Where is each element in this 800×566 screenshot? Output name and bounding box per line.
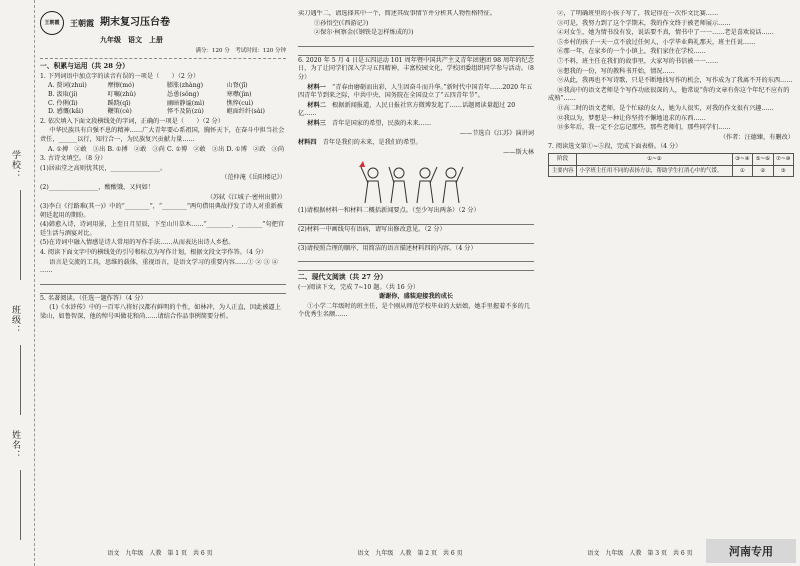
question-1-options <box>48 82 286 116</box>
article-paragraph: ⑧想我的一份，写的教科书开始，情况…… <box>557 67 675 75</box>
material-2 <box>298 102 534 119</box>
material-4 <box>298 139 534 148</box>
answer-line[interactable] <box>298 39 534 47</box>
table-cell-blank[interactable]: ① <box>732 165 752 177</box>
article-paragraph: ⑦不料，班主任在我们的故事里，大家写的书信被一一…… <box>557 57 719 65</box>
table-cell-blank[interactable]: ③ <box>773 165 793 177</box>
material-3-text: 青年是国家的希望，民族的未来…… <box>332 119 432 127</box>
page-column-3 <box>548 10 794 542</box>
q1-option: 山脊(jǐ) <box>226 82 248 90</box>
answer-line[interactable] <box>298 254 534 262</box>
brand-name: 王朝霞 <box>70 17 94 28</box>
material-4-illustration <box>298 159 534 205</box>
question-3: 3. 古诗文填空。（8 分） <box>40 155 107 163</box>
youth-group-icon <box>351 159 481 205</box>
article-paragraph: ⑨从此，我再也不写诗歌，只是不断地找写作的机会，写作成为了我离不开的东西…… <box>557 77 793 85</box>
question-6-1: (1)请根据材料一和材料二概括新闻要点。（至少写出两条）（2 分） <box>298 207 480 215</box>
school-line <box>20 190 21 280</box>
table-cell: 小学班主任用不同的表扬方法，帮助学生打消心中的气馁。 <box>577 165 732 177</box>
page-column-2 <box>298 10 534 542</box>
question-4: 4. 阅读下面文字中的横线处的引号和标点为写作计划，根据文段文字作答。（4 分） <box>40 249 268 257</box>
q2-option: A. ①搏 ②敢 ③出 <box>48 145 106 153</box>
article-paragraph: ⑥那一年，在家乡的一个小镇上，我们家住在学校…… <box>557 48 706 56</box>
article-paragraph: ③可是，我努力到了这个学期末，我的作文终于被老师展示…… <box>557 19 731 27</box>
q1-option: 叮嘱(zhǔ) <box>107 90 136 98</box>
table-header: ⑦~⑩ <box>773 153 793 165</box>
question-7: 7. 阅读选文第①~⑤段，完成下面表格。（4 分） <box>548 143 682 151</box>
q1-option: D. 感慨(kǎi) <box>48 108 84 116</box>
table-header: 阶段 <box>549 153 577 165</box>
q1-option: 岖面纤纤(sài) <box>226 108 265 116</box>
q1-option: 鞭策(cè) <box>107 108 132 116</box>
question-6-2: (2)材料一中画线句有语病，请写出修改意见。（2 分） <box>298 225 446 233</box>
question-3-item: (1)居庙堂之高则忧其民，________________。 <box>40 164 167 172</box>
page-footer: 语文 九年级 人教 第 3 页 共 6 页 <box>587 550 693 557</box>
name-label: 姓名： <box>10 430 20 460</box>
page-column-1 <box>40 10 286 542</box>
question-5-continued: 卖刀遇牛二，请选择其中一个，简述其故事情节并分析其人物性格特征。 <box>298 10 496 17</box>
name-line <box>20 470 21 540</box>
material-1 <box>298 84 534 101</box>
article-paragraph: ④对女生，她为情书没有发，说话要不真，情书中了一一……老是喜欢说话…… <box>557 29 774 37</box>
question-3-item: (2)________________，酸酸饿，又何如！ <box>40 183 154 191</box>
section-2-heading: 二、现代文阅读（共 27 分） <box>298 273 387 282</box>
question-2: 2. 依次填入下面文段横线处的字词，正确的一项是（ ）（2 分） <box>40 117 224 125</box>
question-2-passage: 中华民族具有自强不息的精神……广大青年要心系祖国，胸怀天下，在奋斗中担当社会责任，______以行，知行合一，为民族复兴贡献力量…… <box>40 127 285 143</box>
q1-option: 摩擦(mó) <box>107 82 135 90</box>
article-paragraph: ①小学二年级时的班主任，是个刚从师范学校毕业的大姑娘，她手里握着不多的几个优秀生名额…… <box>298 302 531 319</box>
question-6: 6. 2020 年 5 月 4 日是五四运动 101 周年暨中国共产主义青年团建团 98 周年的纪念日，为了让同学们深入学习五四精神，丰富校园文化，学校团委组织同学参与活动。（8 分） <box>298 56 534 81</box>
article-paragraph: ②，了明确班里的小孩子写了，我记得在一次作文比赛…… <box>557 10 719 17</box>
material-3-label: 材料三 <box>307 119 326 127</box>
article-paragraph: ⑬多年后，我一定不会忘记那些，那些老师们，那些同学们…… <box>557 124 731 132</box>
question-5: 5. 名著阅读。（任选一题作答）（4 分） <box>40 294 147 302</box>
q1-option: 憔悴(cuì) <box>226 99 254 107</box>
q1-option: A. 赘词(zhuì) <box>48 82 87 90</box>
article-paragraph: ⑪高二时的语文老师，是个忙碌的女人，她为人很实，对我的作文很有兴趣…… <box>557 104 774 112</box>
material-3 <box>298 120 534 129</box>
question-1: 1. 下列词语中加点字的读音有误的一项是（ ）（2 分） <box>40 72 200 80</box>
class-label: 班级： <box>10 305 20 335</box>
class-line <box>20 345 21 415</box>
table-header: ③~④ <box>732 153 752 165</box>
q1-option: 寒噤(jìn) <box>226 90 252 98</box>
material-2-text: 根据新闻报道，人民日报社官方微博发起了……话题阅读量超过 20 亿…… <box>298 101 516 118</box>
exam-title: 期末复习压台卷 <box>100 16 170 28</box>
binding-margin <box>0 0 35 566</box>
q1-option: 幽暗静谧(mì) <box>167 99 205 107</box>
article-source: （作者：汪德臻，有删改） <box>719 133 794 141</box>
q2-option: D. ①博 ②政 ③尚 <box>226 145 285 153</box>
question-5-option: ②保尔·柯察金(《钢铁是怎样炼成的》) <box>314 29 414 37</box>
question-7-table <box>548 153 794 177</box>
answer-line[interactable] <box>298 217 534 225</box>
table-row <box>549 165 794 177</box>
brand-logo <box>40 11 64 35</box>
question-3-item: (3)李白《行路难(其一)》中的“________”，“________”两句借用典故抒发了诗人对重新被朝廷起用的期盼。 <box>40 203 283 219</box>
question-5-passage: (1)《水浒传》中的一百零八将好汉都有鲜明的个性，如林冲，为人正直，因此被逼上梁山，如鲁智深，他的绰号叫做花和尚……请结合作品事例简要分析。 <box>40 304 281 321</box>
question-3-item: (4)韩愈入诗，诗词用景，上至日月星辰，下至山川草木……“________，________”句把宫廷生活与酒宴对比。 <box>40 221 285 237</box>
q2-option: C. ①博 ②敢 ③出 <box>167 145 225 153</box>
material-1-label: 材料一 <box>307 83 326 91</box>
reading-1-instruction: (一)阅读下文，完成 7~10 题。（共 16 分） <box>298 283 420 291</box>
exam-header <box>40 10 286 36</box>
table-cell-blank[interactable]: ② <box>753 165 773 177</box>
material-4-source: ——斯大林 <box>503 148 534 156</box>
q1-option: 蹊跷(qī) <box>107 99 131 107</box>
table-header: ⑤~⑥ <box>753 153 773 165</box>
brand-logo-text: 王朝霞 <box>44 19 60 26</box>
table-row-label: 主要内容 <box>549 165 577 177</box>
material-2-label: 材料二 <box>307 101 326 109</box>
q1-option: C. 伶俐(lì) <box>48 99 78 107</box>
article-title: 谢谢你，盛装迎接我的成长 <box>378 293 454 301</box>
answer-line[interactable] <box>298 236 534 244</box>
answer-line[interactable] <box>40 286 286 294</box>
answer-line[interactable] <box>40 277 286 285</box>
material-4-label: 材料四 <box>298 139 317 147</box>
question-6-3: (3)请按照合理的顺序，用简洁的语言描述材料四的内容。（4 分） <box>298 244 477 252</box>
q1-option: 悴不及防(zú) <box>167 108 204 116</box>
article-paragraph: ⑤乡村的孩子一天一点不放过任何人，小学毕业典礼那天，班主任说…… <box>557 38 756 46</box>
question-4-passage: 语言是交流的工具，思维的载体，重视语言，是语文学习的重要内容……① ② ③ ④ …… <box>40 258 278 275</box>
score-info: 满分：120 分 考试时间：120 分钟 <box>195 47 286 54</box>
question-2-options <box>48 146 286 155</box>
section-1-heading: 一、积累与运用（共 28 分） <box>40 62 129 71</box>
answer-line[interactable] <box>298 48 534 56</box>
article-paragraph: ⑩我高中的语文老师是个写作功底很深的人，他常说“你的文章有你这个年纪不应有的成熟”…… <box>548 86 790 103</box>
region-badge: 河南专用 <box>706 539 796 563</box>
exam-subtitle: 九年级 语文 上册 <box>100 35 163 44</box>
q2-option: B. ①搏 ②敢 ③尚 <box>107 145 165 153</box>
question-3-source: （范仲淹《岳阳楼记》） <box>221 174 286 182</box>
question-3-item: (5)在诗词中融入情感是诗人常用的写作手法……从而表达出诗人乡愁。 <box>40 239 235 247</box>
school-label: 学校： <box>10 150 20 180</box>
question-5-option: ①孙悟空(《西游记》) <box>314 19 369 27</box>
page-footer: 语文 九年级 人教 第 2 页 共 6 页 <box>357 550 463 557</box>
material-1-text: “青春由磨砺而出彩，人生因奋斗而升华。”新时代中国青年……2020 年五四青年节到来之际，中共中央、国务院在全国设立了“五四青年节”。 <box>298 83 533 100</box>
divider <box>40 58 286 59</box>
article-paragraph: ⑫我以为，梦想是一种让你坚持不懈地追求的东西…… <box>557 114 706 122</box>
material-3-source: ——节选自《江苏》演讲词 <box>459 129 534 137</box>
q1-option: B. 汲取(jí) <box>48 90 78 98</box>
table-header-row <box>549 153 794 165</box>
question-3-source: （苏轼《江城子·密州出猎》） <box>206 193 286 201</box>
q1-option: 怂恿(sǒng) <box>167 90 200 98</box>
material-4-quote: 青年是我们的未来，是我们的希望。 <box>322 139 422 147</box>
page-footer: 语文 九年级 人教 第 1 页 共 6 页 <box>107 550 213 557</box>
q1-option: 膨胀(zhàng) <box>167 82 204 90</box>
table-header: ①~② <box>577 153 732 165</box>
answer-line[interactable] <box>298 263 534 271</box>
